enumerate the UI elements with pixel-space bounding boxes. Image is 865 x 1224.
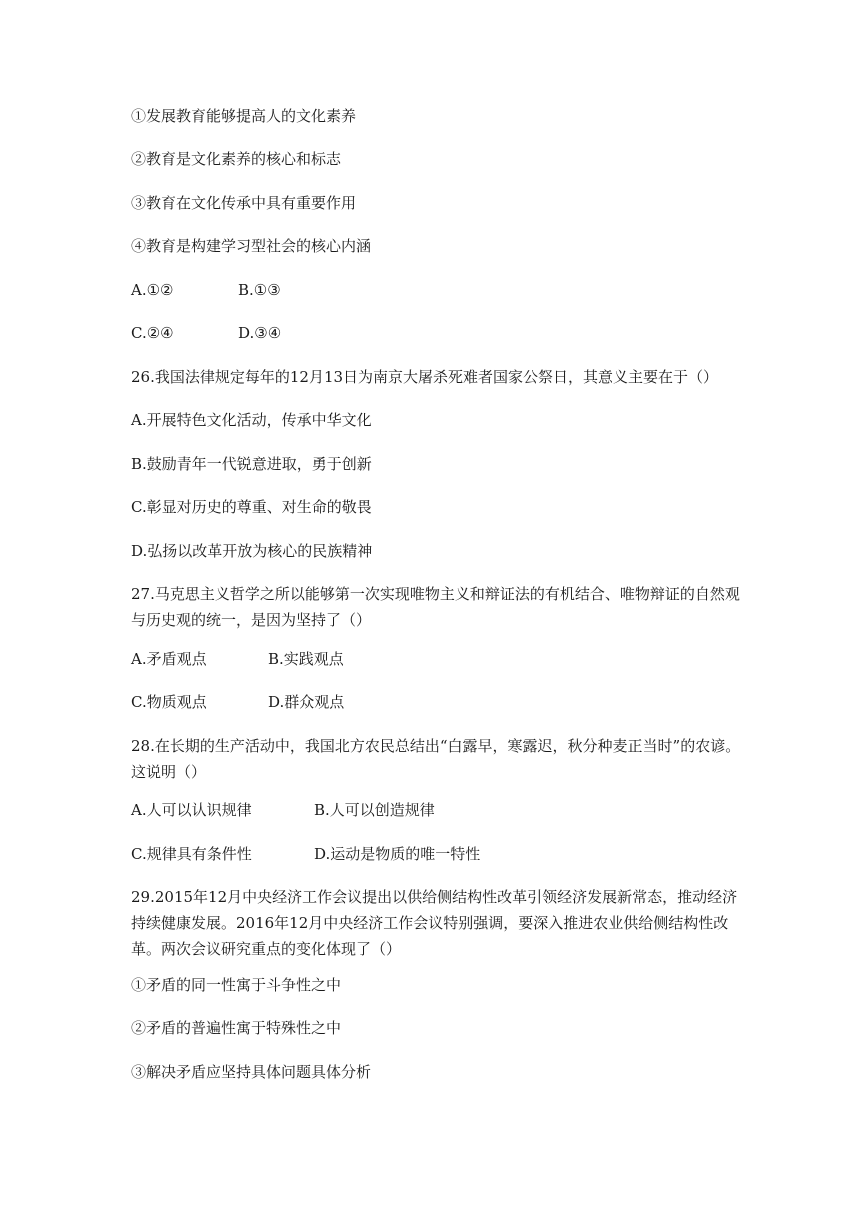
q29-statement-3: ③解决矛盾应坚持具体问题具体分析 bbox=[131, 1063, 372, 1081]
q28-option-b: B.人可以创造规律 bbox=[314, 801, 435, 819]
q25-statement-2: ②教育是文化素养的核心和标志 bbox=[131, 150, 342, 168]
q25-option-d: D.③④ bbox=[238, 324, 282, 342]
q28-option-d: D.运动是物质的唯一特性 bbox=[314, 845, 481, 863]
q26-option-d: D.弘扬以改革开放为核心的民族精神 bbox=[131, 542, 373, 560]
q27-option-d: D.群众观点 bbox=[268, 693, 345, 711]
q25-statement-3: ③教育在文化传承中具有重要作用 bbox=[131, 194, 357, 212]
q26-option-a: A.开展特色文化活动，传承中华文化 bbox=[131, 411, 372, 429]
q25-option-b: B.①③ bbox=[238, 281, 281, 299]
q28-option-a: A.人可以认识规律 bbox=[131, 801, 252, 819]
q29-statement-2: ②矛盾的普遍性寓于特殊性之中 bbox=[131, 1019, 342, 1037]
q27-stem: 27.马克思主义哲学之所以能够第一次实现唯物主义和辩证法的有机结合、唯物辩证的自然观与历史观的统一，是因为坚持了（） bbox=[131, 585, 740, 629]
q27-option-b: B.实践观点 bbox=[268, 650, 344, 668]
q28-stem: 28.在长期的生产活动中，我国北方农民总结出“白露早，寒露迟，秋分种麦正当时”的农谚。这说明（） bbox=[131, 737, 741, 781]
q28-option-c: C.规律具有条件性 bbox=[131, 845, 252, 863]
q26-option-b: B.鼓励青年一代锐意进取，勇于创新 bbox=[131, 455, 372, 473]
q29-statement-1: ①矛盾的同一性寓于斗争性之中 bbox=[131, 976, 342, 994]
q27-option-a: A.矛盾观点 bbox=[131, 650, 207, 668]
q29-stem: 29.2015年12月中央经济工作会议提出以供给侧结构性改革引领经济发展新常态，推动经济持续健康发展。2016年12月中央经济工作会议特别强调，要深入推进农业供给侧结构性改革。两次会议研究重点的变化体现了（） bbox=[131, 888, 738, 958]
q25-statement-4: ④教育是构建学习型社会的核心内涵 bbox=[131, 237, 372, 255]
q27-option-c: C.物质观点 bbox=[131, 693, 207, 711]
q25-statement-1: ①发展教育能够提高人的文化素养 bbox=[131, 107, 357, 125]
q25-option-a: A.①② bbox=[131, 281, 174, 299]
q25-option-c: C.②④ bbox=[131, 324, 174, 342]
q26-stem: 26.我国法律规定每年的12月13日为南京大屠杀死难者国家公祭日，其意义主要在于（） bbox=[131, 368, 719, 386]
q26-option-c: C.彰显对历史的尊重、对生命的敬畏 bbox=[131, 498, 372, 516]
